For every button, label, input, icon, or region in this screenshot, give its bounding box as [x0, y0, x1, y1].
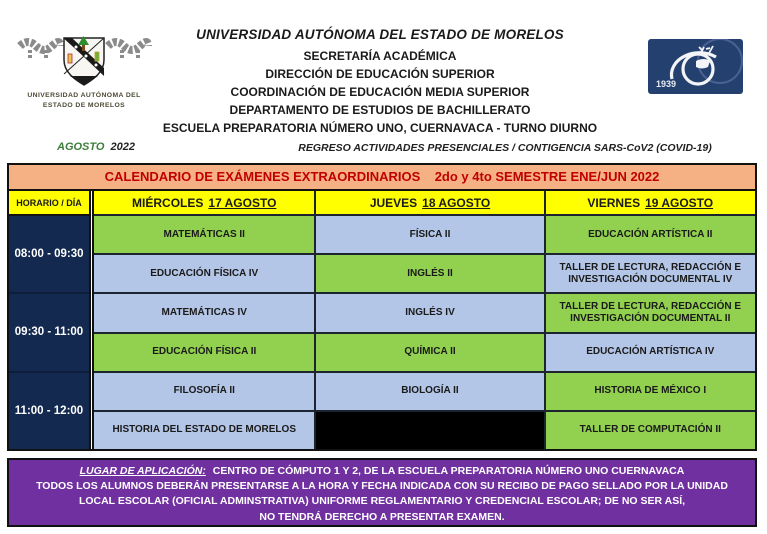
header-line-secretaria: SECRETARÍA ACADÉMICA	[303, 49, 457, 63]
days-grid	[94, 191, 755, 449]
header-line-coordinacion: COORDINACIÓN DE EDUCACIÓN MEDIA SUPERIOR	[230, 85, 530, 99]
day-header-thursday	[316, 191, 543, 214]
header-line-direccion: DIRECCIÓN DE EDUCACIÓN SUPERIOR	[265, 67, 495, 81]
exam-cell: EDUCACIÓN FÍSICA IV	[94, 255, 314, 292]
exam-cell: INGLÉS II	[316, 255, 543, 292]
year-label: 2022	[110, 141, 135, 153]
lugar-label: LUGAR DE APLICACIÓN:	[79, 465, 206, 477]
prepa-logo-year: 1939	[656, 79, 677, 89]
exam-cell: EDUCACIÓN ARTÍSTICA II	[546, 216, 755, 253]
exam-cell: TALLER DE LECTURA, REDACCIÓN E INVESTIGACIÓN DOCUMENTAL II	[546, 294, 755, 331]
header-line-escuela: ESCUELA PREPARATORIA NÚMERO UNO, CUERNAVACA - TURNO DIURNO	[162, 121, 598, 135]
exam-cell: MATEMÁTICAS IV	[94, 294, 314, 331]
table-body	[9, 191, 755, 449]
exam-cell: HISTORIA DEL ESTADO DE MORELOS	[94, 412, 314, 449]
prepa-uno-1939-logo	[648, 39, 743, 94]
institution-header	[115, 27, 645, 137]
exam-cell: EDUCACIÓN ARTÍSTICA IV	[546, 334, 755, 371]
covid-notice: REGRESO ACTIVIDADES PRESENCIALES / CONTIGENCIA SARS-CoV2 (COVID-19)	[298, 142, 712, 154]
exam-cell: TALLER DE LECTURA, REDACCIÓN E INVESTIGACIÓN DOCUMENTAL IV	[546, 255, 755, 292]
day-date: 17 AGOSTO	[208, 195, 277, 210]
day-header-wednesday	[94, 191, 314, 214]
lugar-text: CENTRO DE CÓMPUTO 1 Y 2, DE LA ESCUELA PREPARATORIA NÚMERO UNO CUERNAVACA	[209, 465, 685, 477]
exam-cell: EDUCACIÓN FÍSICA II	[94, 334, 314, 371]
exam-cell: MATEMÁTICAS II	[94, 216, 314, 253]
exam-cell: FILOSOFÍA II	[94, 373, 314, 410]
uaem-logo-caption-line1: UNIVERSIDAD AUTÓNOMA DEL	[27, 92, 141, 99]
exam-cell: BIOLOGÍA II	[316, 373, 543, 410]
header-line-departamento: DEPARTAMENTO DE ESTUDIOS DE BACHILLERATO	[229, 103, 531, 117]
time-slot-1: 08:00 - 09:30	[9, 216, 89, 294]
day-name: MIÉRCOLES	[132, 195, 204, 210]
uaem-logo-caption-line2: ESTADO DE MORELOS	[42, 101, 126, 109]
notice-line-3: LOCAL ESCOLAR (OFICIAL ADMINSTRATIVA) UNIFORME REGLAMENTARIO Y CREDENCIAL ESCOLAR; DE NO SER ASÍ,	[78, 495, 686, 508]
month-year-label	[57, 141, 135, 153]
time-slot-3: 11:00 - 12:00	[9, 373, 89, 449]
day-name: JUEVES	[369, 195, 418, 210]
exam-calendar-table	[7, 163, 757, 451]
exam-cell: TALLER DE COMPUTACIÓN II	[546, 412, 755, 449]
month-label: AGOSTO	[57, 141, 105, 153]
day-header-friday	[546, 191, 755, 214]
notice-line-1	[9, 464, 755, 479]
exam-cell: INGLÉS IV	[316, 294, 543, 331]
day-date: 19 AGOSTO	[645, 195, 714, 210]
empty-black-cell	[316, 412, 543, 449]
notice-line-2: TODOS LOS ALUMNOS DEBERÁN PRESENTARSE A LA HORA Y FECHA INDICADA CON SU RECIBO DE PAGO SELLADO POR LA UNIDAD	[36, 480, 728, 493]
day-name: VIERNES	[587, 195, 641, 210]
application-notice	[7, 458, 757, 527]
exam-cell: HISTORIA DE MÉXICO I	[546, 373, 755, 410]
university-name: UNIVERSIDAD AUTÓNOMA DEL ESTADO DE MORELOS	[196, 27, 564, 42]
day-date: 18 AGOSTO	[422, 195, 491, 210]
corner-header: HORARIO / DÍA	[9, 191, 89, 216]
exam-cell: QUÍMICA II	[316, 334, 543, 371]
notice-line-4: NO TENDRÁ DERECHO A PRESENTAR EXAMEN.	[259, 510, 505, 523]
exam-cell: FÍSICA II	[316, 216, 543, 253]
time-slot-2: 09:30 - 11:00	[9, 294, 89, 372]
time-column	[9, 191, 89, 449]
table-title: CALENDARIO DE EXÁMENES EXTRAORDINARIOS 2do y 4to SEMESTRE ENE/JUN 2022	[9, 165, 755, 191]
